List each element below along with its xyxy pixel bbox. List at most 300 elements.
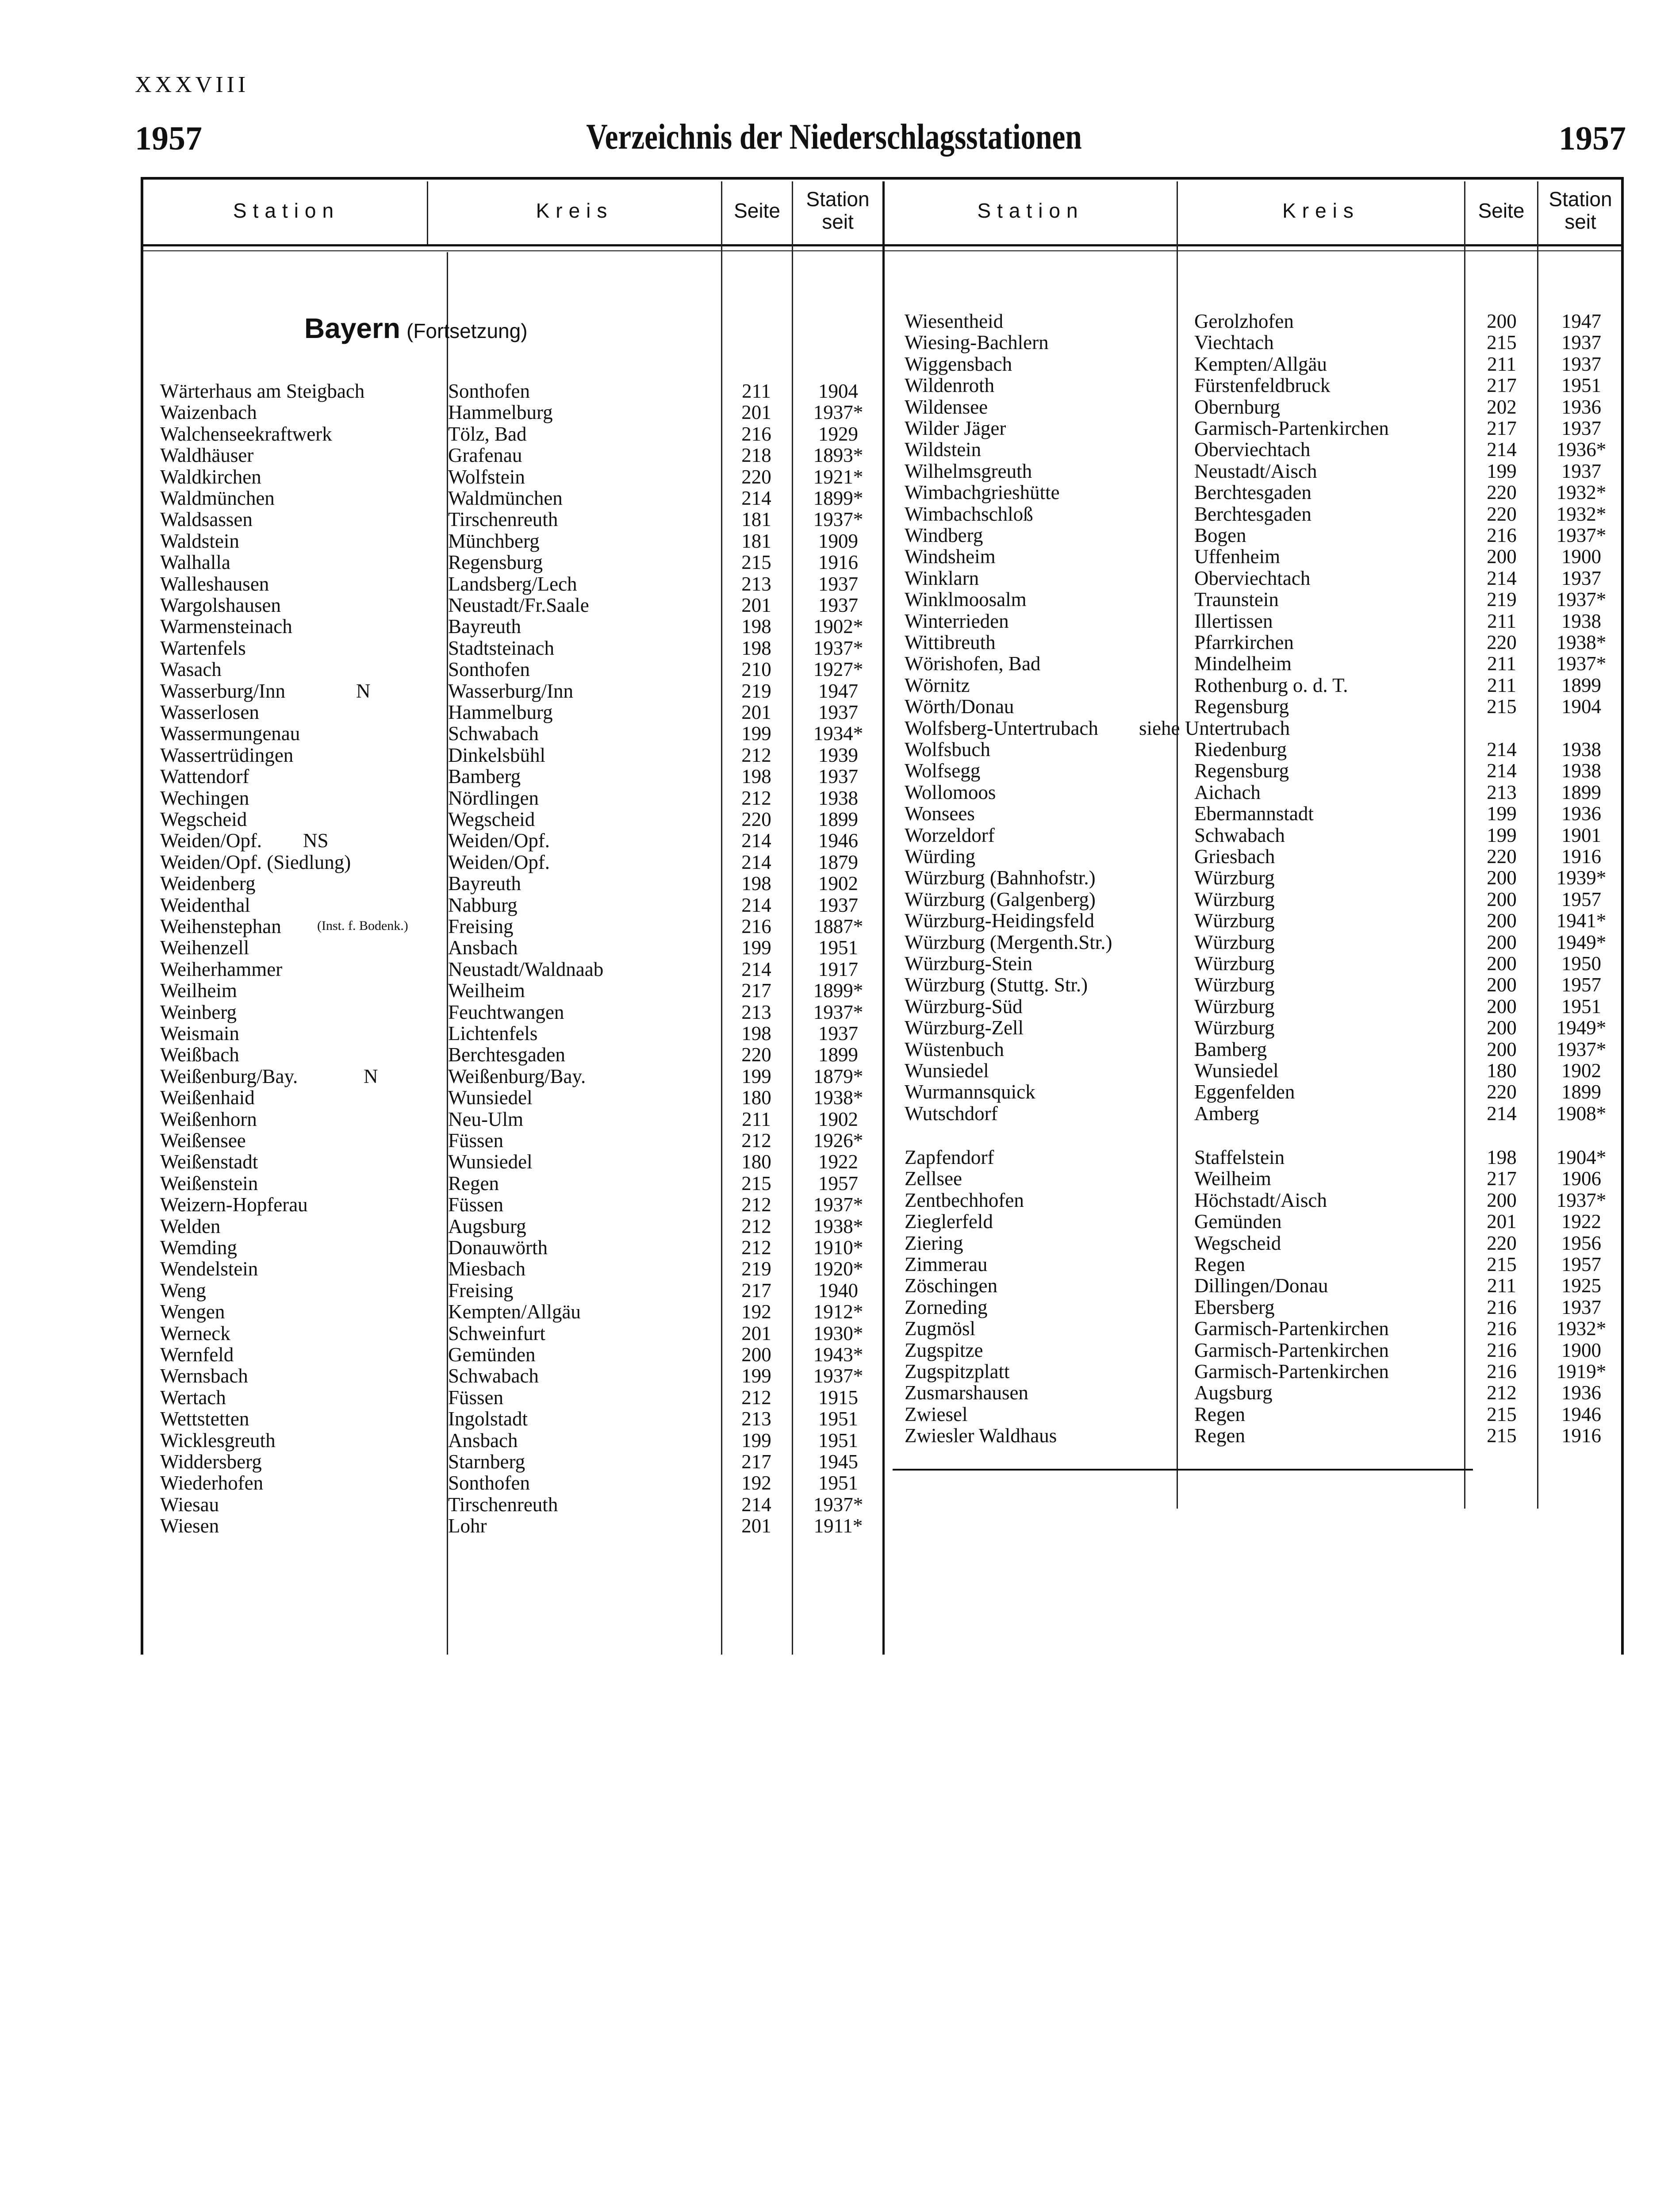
- station-name: Wechingen: [160, 787, 249, 809]
- seit-value: 1947: [818, 680, 858, 702]
- station-name: Wassertrüdingen: [160, 744, 294, 766]
- col-divider: [1464, 181, 1465, 1509]
- seite-value: 215: [1487, 695, 1517, 718]
- station-name: Widdersberg: [160, 1451, 262, 1473]
- seite-value: 211: [1487, 610, 1516, 632]
- kreis-name: Würzburg: [1194, 910, 1275, 932]
- station-name: Wattendorf: [160, 765, 249, 787]
- seit-value: 1922: [1561, 1210, 1601, 1233]
- kreis-name: Sonthofen: [448, 380, 530, 402]
- seit-value: 1879: [818, 851, 858, 873]
- seit-value: 1939*: [1556, 867, 1607, 889]
- header-seite-left: Seite: [734, 199, 780, 222]
- seite-value: 216: [1487, 524, 1517, 546]
- seit-value: 1937: [1561, 331, 1601, 353]
- seite-value: 199: [1487, 824, 1517, 846]
- seite-value: 200: [1487, 545, 1517, 568]
- kreis-name: Höchstadt/Aisch: [1194, 1189, 1327, 1211]
- seit-value: 1899: [1561, 674, 1601, 696]
- seite-value: 214: [1487, 760, 1517, 782]
- station-name: Zugmösl: [905, 1317, 976, 1340]
- station-name: Wunsiedel: [905, 1060, 989, 1082]
- station-name: Weißensee: [160, 1129, 246, 1152]
- seit-value: 1940: [818, 1279, 858, 1302]
- kreis-name: Illertissen: [1194, 610, 1273, 632]
- kreis-name: Landsberg/Lech: [448, 573, 577, 595]
- station-name: Weißenhaid: [160, 1087, 255, 1109]
- seite-value: 192: [741, 1301, 771, 1323]
- seit-value: 1900: [1561, 545, 1601, 568]
- seit-value: 1936*: [1556, 438, 1607, 461]
- kreis-name: Würzburg: [1194, 888, 1275, 910]
- seit-value: 1957: [1561, 974, 1601, 996]
- seite-value: 180: [741, 1087, 771, 1109]
- seite-value: 214: [1487, 567, 1517, 589]
- station-name: Wasserburg/Inn: [160, 680, 285, 702]
- seite-value: 216: [741, 915, 771, 937]
- kreis-name: Donauwörth: [448, 1237, 548, 1259]
- seite-value: 215: [1487, 1425, 1517, 1447]
- seite-value: 199: [741, 722, 771, 745]
- kreis-name: Weiden/Opf.: [448, 830, 550, 852]
- station-name: Wärterhaus am Steigbach: [160, 380, 365, 402]
- seite-value: 214: [1487, 738, 1517, 760]
- seit-value: 1937*: [813, 637, 863, 659]
- seit-value: 1941*: [1556, 910, 1607, 932]
- station-name: Weißenstein: [160, 1172, 258, 1194]
- station-name: Wörnitz: [905, 674, 970, 696]
- seite-value: 201: [741, 701, 771, 723]
- kreis-name: Regensburg: [448, 551, 543, 573]
- page-title: Verzeichnis der Niederschlagsstationen: [586, 116, 1082, 157]
- kreis-name: Schweinfurt: [448, 1322, 545, 1344]
- seit-value: 1946: [818, 830, 858, 852]
- seite-value: 215: [1487, 1253, 1517, 1275]
- kreis-name: Weilheim: [448, 979, 525, 1002]
- station-name: Wildstein: [905, 438, 982, 461]
- kreis-name: Gemünden: [1194, 1210, 1282, 1233]
- station-name: Würzburg (Stuttg. Str.): [905, 974, 1088, 996]
- station-name: Zapfendorf: [905, 1146, 994, 1168]
- station-name: Wargolshausen: [160, 594, 281, 616]
- seit-value: 1939: [818, 744, 858, 766]
- seite-value: 200: [1487, 1189, 1517, 1211]
- seit-value: 1879*: [813, 1065, 863, 1087]
- seite-value: 201: [741, 1515, 771, 1537]
- header-kreis-left: Kreis: [536, 199, 614, 222]
- station-name: Warmensteinach: [160, 615, 292, 637]
- seite-value: 220: [741, 808, 771, 830]
- seite-value: 212: [741, 1386, 771, 1409]
- kreis-name: Augsburg: [1194, 1382, 1273, 1404]
- seite-value: 217: [741, 979, 771, 1002]
- seite-value: 200: [1487, 1017, 1517, 1039]
- station-name: Zellsee: [905, 1167, 962, 1190]
- seit-value: 1937*: [813, 401, 863, 423]
- seite-value: 214: [741, 958, 771, 980]
- seite-value: 211: [1487, 353, 1516, 375]
- station-name: Weiden/Opf.: [160, 830, 262, 852]
- kreis-name: Garmisch-Partenkirchen: [1194, 1360, 1389, 1382]
- station-name: Wiederhofen: [160, 1472, 264, 1494]
- seit-value: 1916: [818, 551, 858, 573]
- station-name: Zöschingen: [905, 1275, 997, 1297]
- kreis-name: Starnberg: [448, 1451, 525, 1473]
- seite-value: 211: [1487, 653, 1516, 675]
- station-mark: N: [356, 680, 371, 702]
- kreis-name: Berchtesgaden: [1194, 481, 1311, 503]
- kreis-name: Schwabach: [448, 1365, 539, 1387]
- seit-value: 1917: [818, 958, 858, 980]
- kreis-name: Ansbach: [448, 937, 518, 959]
- seite-value: 216: [1487, 1360, 1517, 1382]
- year-left: 1957: [135, 120, 202, 157]
- seit-value: 1951: [818, 1408, 858, 1430]
- station-name: Waizenbach: [160, 401, 257, 423]
- seite-value: 214: [741, 487, 771, 509]
- seit-value: 1938*: [813, 1215, 863, 1237]
- header-seit-left: Station seit: [806, 188, 870, 233]
- seit-value: 1934*: [813, 722, 863, 745]
- seit-value: 1920*: [813, 1258, 863, 1280]
- kreis-name: Hammelburg: [448, 701, 553, 723]
- station-name: Wörth/Donau: [905, 695, 1014, 718]
- kreis-name: Dinkelsbühl: [448, 744, 545, 766]
- kreis-name: Wegscheid: [448, 808, 535, 830]
- kreis-name: Tirschenreuth: [448, 508, 558, 530]
- station-name: Würzburg-Stein: [905, 952, 1033, 975]
- kreis-name: Wunsiedel: [448, 1151, 533, 1173]
- seite-value: 198: [741, 872, 771, 895]
- seite-value: 217: [741, 1451, 771, 1473]
- seit-value: [1539, 718, 1623, 739]
- kreis-name: Bayreuth: [448, 872, 521, 895]
- station-name: Zugspitzplatt: [905, 1360, 1010, 1382]
- seite-value: 199: [741, 1365, 771, 1387]
- station-mark: N: [364, 1065, 378, 1087]
- seite-value: 181: [741, 530, 771, 552]
- seite-value: 215: [741, 551, 771, 573]
- seit-value: 1899*: [813, 979, 863, 1002]
- kreis-name: Wolfstein: [448, 466, 525, 488]
- station-name: Zorneding: [905, 1296, 988, 1318]
- kreis-name: Regen: [1194, 1425, 1245, 1447]
- seit-value: 1945: [818, 1451, 858, 1473]
- station-name: Winterrieden: [905, 610, 1009, 632]
- seit-value: 1893*: [813, 444, 863, 466]
- seite-value: 216: [1487, 1317, 1517, 1340]
- station-name: Wassermungenau: [160, 722, 300, 745]
- seit-value: 1930*: [813, 1322, 863, 1344]
- seite-value: 217: [1487, 374, 1517, 396]
- kreis-name: Ingolstadt: [448, 1408, 528, 1430]
- seit-value: 1937*: [813, 1001, 863, 1023]
- seit-value: 1937: [818, 594, 858, 616]
- station-name: Weng: [160, 1279, 206, 1302]
- seit-value: 1899: [1561, 1081, 1601, 1103]
- col-divider: [721, 181, 722, 1655]
- seit-value: 1937*: [813, 1194, 863, 1216]
- seit-value: 1922: [818, 1151, 858, 1173]
- kreis-name: Füssen: [448, 1386, 504, 1409]
- seit-value: 1937*: [1556, 1038, 1607, 1060]
- seit-value: 1937: [818, 765, 858, 787]
- station-name: Wolfsbuch: [905, 738, 990, 760]
- station-name: Worzeldorf: [905, 824, 995, 846]
- seit-value: 1949*: [1556, 1017, 1607, 1039]
- station-name: Weißenhorn: [160, 1108, 257, 1130]
- seit-value: 1957: [1561, 888, 1601, 910]
- kreis-name: Aichach: [1194, 781, 1261, 803]
- region-note: (Fortsetzung): [406, 319, 528, 342]
- station-name: Wilhelmsgreuth: [905, 460, 1032, 482]
- kreis-name: Tölz, Bad: [448, 423, 527, 445]
- kreis-name: Neustadt/Aisch: [1194, 460, 1317, 482]
- kreis-name: Würzburg: [1194, 867, 1275, 889]
- seit-value: 1936: [1561, 1382, 1601, 1404]
- kreis-name: Bayreuth: [448, 615, 521, 637]
- station-name: Weilheim: [160, 979, 237, 1002]
- region-heading: [304, 312, 528, 345]
- seite-value: 216: [1487, 1339, 1517, 1361]
- seite-value: 219: [741, 680, 771, 702]
- seite-value: 200: [741, 1344, 771, 1366]
- table-mid-divider: [882, 181, 885, 1655]
- kreis-name: Grafenau: [448, 444, 522, 466]
- seite-value: 200: [1487, 952, 1517, 975]
- seite-value: 200: [1487, 910, 1517, 932]
- station-name: Werneck: [160, 1322, 230, 1344]
- kreis-name: Bamberg: [448, 765, 521, 787]
- seit-value: 1938: [818, 787, 858, 809]
- seit-value: 1937*: [1556, 588, 1607, 611]
- station-name: Zwiesel: [905, 1403, 968, 1425]
- seite-value: 220: [1487, 503, 1517, 525]
- station-name: Weinberg: [160, 1001, 237, 1023]
- seite-value: 212: [741, 1194, 771, 1216]
- seite-value: 212: [741, 1237, 771, 1259]
- seite-value: 200: [1487, 995, 1517, 1018]
- kreis-name: Viechtach: [1194, 331, 1274, 353]
- seite-value: 200: [1487, 974, 1517, 996]
- seite-value: 212: [741, 1215, 771, 1237]
- kreis-name: Ansbach: [448, 1429, 518, 1452]
- seite-value: 217: [1487, 417, 1517, 439]
- station-name: Weihenzell: [160, 937, 249, 959]
- seite-value: 214: [1487, 1102, 1517, 1125]
- station-name: Windsheim: [905, 545, 996, 568]
- seite-value: 213: [741, 1001, 771, 1023]
- station-name: Wettstetten: [160, 1408, 249, 1430]
- station-name: Zentbechhofen: [905, 1189, 1024, 1211]
- seit-value: 1957: [818, 1172, 858, 1194]
- seit-value: 1902: [1561, 1060, 1601, 1082]
- kreis-name: Wegscheid: [1194, 1232, 1281, 1254]
- kreis-name: Wasserburg/Inn: [448, 680, 573, 702]
- seit-value: 1915: [818, 1386, 858, 1409]
- seite-value: 201: [1487, 1210, 1517, 1233]
- seit-value: 1938*: [813, 1087, 863, 1109]
- seit-value: 1951: [818, 1429, 858, 1452]
- seite-value: 220: [1487, 481, 1517, 503]
- station-name: Wildensee: [905, 396, 988, 418]
- kreis-name: Nördlingen: [448, 787, 539, 809]
- seit-value: 1904: [818, 380, 858, 402]
- station-name: Winklmoosalm: [905, 588, 1027, 611]
- seite-value: 212: [1487, 1382, 1517, 1404]
- kreis-name: Wunsiedel: [1194, 1060, 1279, 1082]
- station-name: Waldstein: [160, 530, 239, 552]
- kreis-name: Regen: [1194, 1253, 1245, 1275]
- station-name: Weißenstadt: [160, 1151, 258, 1173]
- seit-value: 1938: [1561, 760, 1601, 782]
- seit-value: 1932*: [1556, 1317, 1607, 1340]
- seite-value: 210: [741, 658, 771, 680]
- kreis-name: Garmisch-Partenkirchen: [1194, 417, 1389, 439]
- seit-value: 1925: [1561, 1275, 1601, 1297]
- station-name: Wolfsberg-Untertrubach: [905, 717, 1098, 739]
- seit-value: 1946: [1561, 1403, 1601, 1425]
- seite-value: 220: [1487, 1232, 1517, 1254]
- station-name: Wurmannsquick: [905, 1081, 1035, 1103]
- station-name: Wasach: [160, 658, 222, 680]
- kreis-name: Ebersberg: [1194, 1296, 1275, 1318]
- seite-value: 201: [741, 1322, 771, 1344]
- seite-value: 219: [741, 1258, 771, 1280]
- station-name: Wegscheid: [160, 808, 247, 830]
- seit-value: 1902: [818, 872, 858, 895]
- seite-value: 212: [741, 787, 771, 809]
- station-name: Wernfeld: [160, 1344, 234, 1366]
- station-name: Wicklesgreuth: [160, 1429, 276, 1452]
- kreis-name: Würzburg: [1194, 995, 1275, 1018]
- kreis-name: Eggenfelden: [1194, 1081, 1295, 1103]
- station-name: Wertach: [160, 1386, 226, 1409]
- kreis-name: Hammelburg: [448, 401, 553, 423]
- seite-value: 181: [741, 508, 771, 530]
- seite-value: 211: [1487, 1275, 1516, 1297]
- station-name: Welden: [160, 1215, 221, 1237]
- station-name: Waldmünchen: [160, 487, 275, 509]
- seite-value: 220: [1487, 1081, 1517, 1103]
- seite-value: 213: [1487, 781, 1517, 803]
- seit-value: 1900: [1561, 1339, 1601, 1361]
- station-name: Waldhäuser: [160, 444, 254, 466]
- seite-value: 211: [742, 1108, 771, 1130]
- seit-value: 1947: [1561, 310, 1601, 332]
- kreis-name: Schwabach: [1194, 824, 1285, 846]
- kreis-name: Uffenheim: [1194, 545, 1281, 568]
- seite-value: 200: [1487, 1038, 1517, 1060]
- seite-value: 180: [1487, 1060, 1517, 1082]
- seit-value: 1949*: [1556, 931, 1607, 953]
- kreis-name: Kempten/Allgäu: [1194, 353, 1327, 375]
- kreis-name: Würzburg: [1194, 974, 1275, 996]
- station-name: Würzburg (Galgenberg): [905, 888, 1096, 910]
- kreis-name: Rothenburg o. d. T.: [1194, 674, 1348, 696]
- seit-value: 1937: [1561, 417, 1601, 439]
- station-name: Zimmerau: [905, 1253, 988, 1275]
- seit-value: 1912*: [813, 1301, 863, 1323]
- seit-value: 1926*: [813, 1129, 863, 1152]
- kreis-name: Neu-Ulm: [448, 1108, 523, 1130]
- seite-value: 220: [1487, 845, 1517, 868]
- seit-value: 1904*: [1556, 1146, 1607, 1168]
- seite-value: 219: [1487, 588, 1517, 611]
- kreis-name: Berchtesgaden: [448, 1044, 565, 1066]
- kreis-name: Weiden/Opf.: [448, 851, 550, 873]
- station-note: (Inst. f. Bodenk.): [317, 918, 408, 933]
- kreis-name: Tirschenreuth: [448, 1494, 558, 1516]
- seite-value: 215: [1487, 1403, 1517, 1425]
- seit-value: 1899: [818, 1044, 858, 1066]
- station-name: Würzburg-Süd: [905, 995, 1023, 1018]
- seit-value: 1929: [818, 423, 858, 445]
- seite-value: 217: [741, 1279, 771, 1302]
- seit-value: 1956: [1561, 1232, 1601, 1254]
- seit-value: 1937*: [813, 1494, 863, 1516]
- kreis-name: Freising: [448, 915, 514, 937]
- seit-value: 1938*: [1556, 631, 1607, 653]
- station-name: Wernsbach: [160, 1365, 248, 1387]
- station-name: Würzburg-Heidingsfeld: [905, 910, 1095, 932]
- seite-value: 199: [741, 1429, 771, 1452]
- seit-value: 1951: [818, 937, 858, 959]
- seit-value: 1951: [1561, 995, 1601, 1018]
- kreis-name: Nabburg: [448, 894, 518, 916]
- seite-value: 200: [1487, 310, 1517, 332]
- kreis-name: Würzburg: [1194, 1017, 1275, 1039]
- station-name: Wüstenbuch: [905, 1038, 1004, 1060]
- header-seit-right: Station seit: [1549, 188, 1612, 233]
- kreis-name: siehe Untertrubach: [1139, 717, 1290, 739]
- seit-value: 1909: [818, 530, 858, 552]
- station-name: Weihenstephan: [160, 915, 281, 937]
- seite-value: 198: [741, 1022, 771, 1045]
- kreis-name: Füssen: [448, 1194, 504, 1216]
- seite-value: 202: [1487, 396, 1517, 418]
- seit-value: 1887*: [813, 915, 863, 937]
- kreis-name: Oberviechtach: [1194, 438, 1311, 461]
- kreis-name: Oberviechtach: [1194, 567, 1311, 589]
- seite-value: 214: [741, 1494, 771, 1516]
- station-name: Windberg: [905, 524, 983, 546]
- seite-value: 200: [1487, 888, 1517, 910]
- station-name: Wartenfels: [160, 637, 246, 659]
- kreis-name: Regensburg: [1194, 760, 1289, 782]
- station-name: Wiesen: [160, 1515, 219, 1537]
- header-seite-right: Seite: [1478, 199, 1525, 222]
- seit-value: 1932*: [1556, 503, 1607, 525]
- station-name: Weismain: [160, 1022, 239, 1045]
- seite-value: 200: [1487, 931, 1517, 953]
- station-name: Wimbachschloß: [905, 503, 1033, 525]
- station-name: Wutschdorf: [905, 1102, 998, 1125]
- seite-value: 201: [741, 401, 771, 423]
- seit-value: 1902: [818, 1108, 858, 1130]
- seite-value: 220: [1487, 631, 1517, 653]
- seite-value: 213: [741, 1408, 771, 1430]
- station-name: Wiesentheid: [905, 310, 1004, 332]
- station-name: Würzburg (Mergenth.Str.): [905, 931, 1112, 953]
- col-divider: [1177, 181, 1178, 1509]
- seit-value: 1899*: [813, 487, 863, 509]
- seite-value: 199: [1487, 460, 1517, 482]
- station-name: Wemding: [160, 1237, 237, 1259]
- seit-value: 1908*: [1556, 1102, 1607, 1125]
- station-name: Wiesau: [160, 1494, 219, 1516]
- station-name: Waldkirchen: [160, 466, 261, 488]
